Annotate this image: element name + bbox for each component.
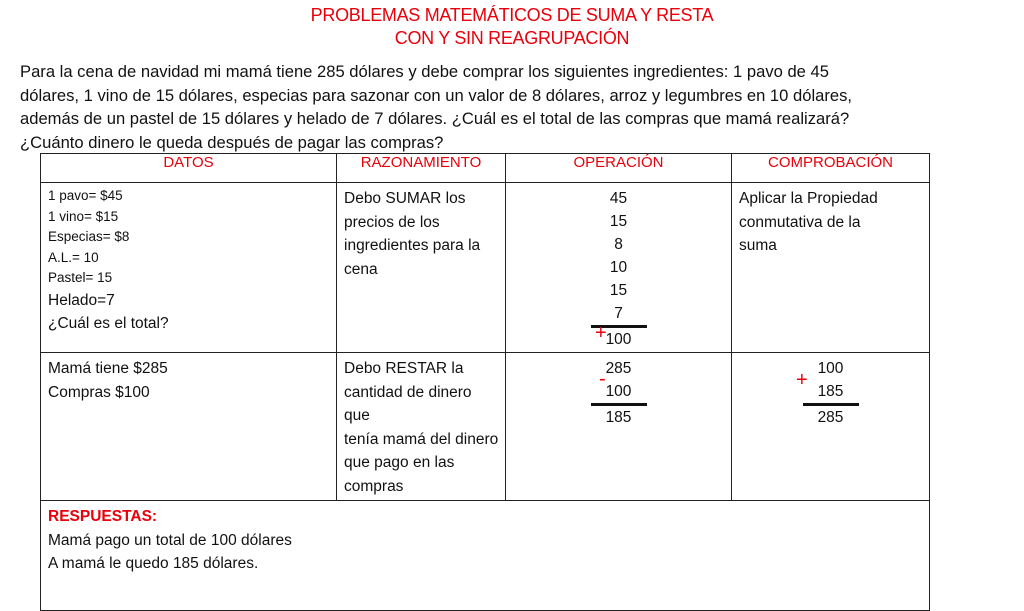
addend: 185 <box>817 383 844 400</box>
answers-cell <box>41 501 930 611</box>
addend: 45 <box>609 190 628 207</box>
datos-item: A.L.= 10 <box>48 249 99 265</box>
answer-line: Mamá pago un total de 100 dólares <box>48 531 292 549</box>
addend: 15 <box>609 282 628 299</box>
addend: 100 <box>817 360 844 377</box>
razonamiento-line: que pago en las <box>344 454 455 471</box>
razonamiento-line: precios de los <box>344 213 440 231</box>
solution-table <box>40 153 930 611</box>
addend: 10 <box>609 259 628 276</box>
row1-razonamiento-cell <box>337 183 506 353</box>
datos-item: Pastel= 15 <box>48 270 113 285</box>
row2-operacion-cell <box>506 353 732 501</box>
datos-item: Helado=7 <box>48 291 115 309</box>
answers-row <box>41 501 930 611</box>
answer-line: A mamá le quedo 185 dólares. <box>48 555 259 572</box>
razonamiento-line: compras <box>344 477 404 495</box>
comprobacion-line: suma <box>739 237 777 254</box>
header-razonamiento: RAZONAMIENTO <box>337 154 506 183</box>
table-row <box>41 183 930 353</box>
check-addition <box>732 353 929 429</box>
minus-sign: - <box>599 368 606 390</box>
problem-line-2: dólares, 1 vino de 15 dólares, especias para sazonar con un valor de 8 dólares, arroz y legumbres en 10 dólares, <box>20 85 853 105</box>
subtraction-operation <box>506 353 731 429</box>
razonamiento-line: tenía mamá del dinero <box>344 430 499 448</box>
row2-razonamiento-cell <box>337 353 506 501</box>
problem-line-4: ¿Cuánto dinero le queda después de pagar las compras? <box>20 132 444 152</box>
addend: 8 <box>614 236 623 253</box>
title-line-1: PROBLEMAS MATEMÁTICOS DE SUMA Y RESTA <box>310 5 714 25</box>
comprobacion-line: conmutativa de la <box>739 213 861 231</box>
minuend: 285 <box>605 360 632 377</box>
difference-result: 185 <box>605 408 632 426</box>
row2-datos-cell <box>41 353 337 501</box>
row2-comprobacion-cell <box>732 353 930 501</box>
problem-statement <box>20 60 1010 154</box>
addition-operation <box>506 183 731 351</box>
table-header-row <box>41 154 930 183</box>
razonamiento-line: ingredientes para la <box>344 237 481 254</box>
addend: 7 <box>614 305 623 322</box>
razonamiento-line: cantidad de dinero que <box>344 383 472 424</box>
plus-sign: + <box>796 369 808 391</box>
subtrahend: 100 <box>605 383 632 400</box>
header-comprobacion: COMPROBACIÓN <box>732 154 930 183</box>
razonamiento-line: Debo SUMAR los <box>344 190 466 207</box>
answers-title: RESPUESTAS: <box>48 508 158 525</box>
header-datos: DATOS <box>41 154 337 183</box>
datos-item: Mamá tiene $285 <box>48 360 168 377</box>
problem-line-3: además de un pastel de 15 dólares y helado de 7 dólares. ¿Cuál es el total de las compras que mamá realizará? <box>20 109 850 128</box>
row1-comprobacion-cell <box>732 183 930 353</box>
plus-sign: + <box>595 322 607 344</box>
row1-operacion-cell <box>506 183 732 353</box>
razonamiento-line: cena <box>344 260 378 278</box>
razonamiento-line: Debo RESTAR la <box>344 360 464 377</box>
table-row <box>41 353 930 501</box>
sum-result: 100 <box>605 330 632 348</box>
check-result: 285 <box>817 408 844 426</box>
page-title <box>0 4 1024 50</box>
datos-item: 1 pavo= $45 <box>48 188 123 203</box>
comprobacion-line: Aplicar la Propiedad <box>739 190 878 207</box>
datos-item: 1 vino= $15 <box>48 208 119 224</box>
datos-item: ¿Cuál es el total? <box>48 315 169 332</box>
datos-item: Compras $100 <box>48 383 150 401</box>
datos-item: Especias= $8 <box>48 229 130 244</box>
title-line-2: CON Y SIN REAGRUPACIÓN <box>394 28 630 48</box>
addend: 15 <box>609 213 628 230</box>
problem-line-1: Para la cena de navidad mi mamá tiene 285 dólares y debe comprar los siguientes ingredientes: 1 pavo de 45 <box>20 62 829 81</box>
header-operacion: OPERACIÓN <box>506 154 732 183</box>
row1-datos-cell <box>41 183 337 353</box>
